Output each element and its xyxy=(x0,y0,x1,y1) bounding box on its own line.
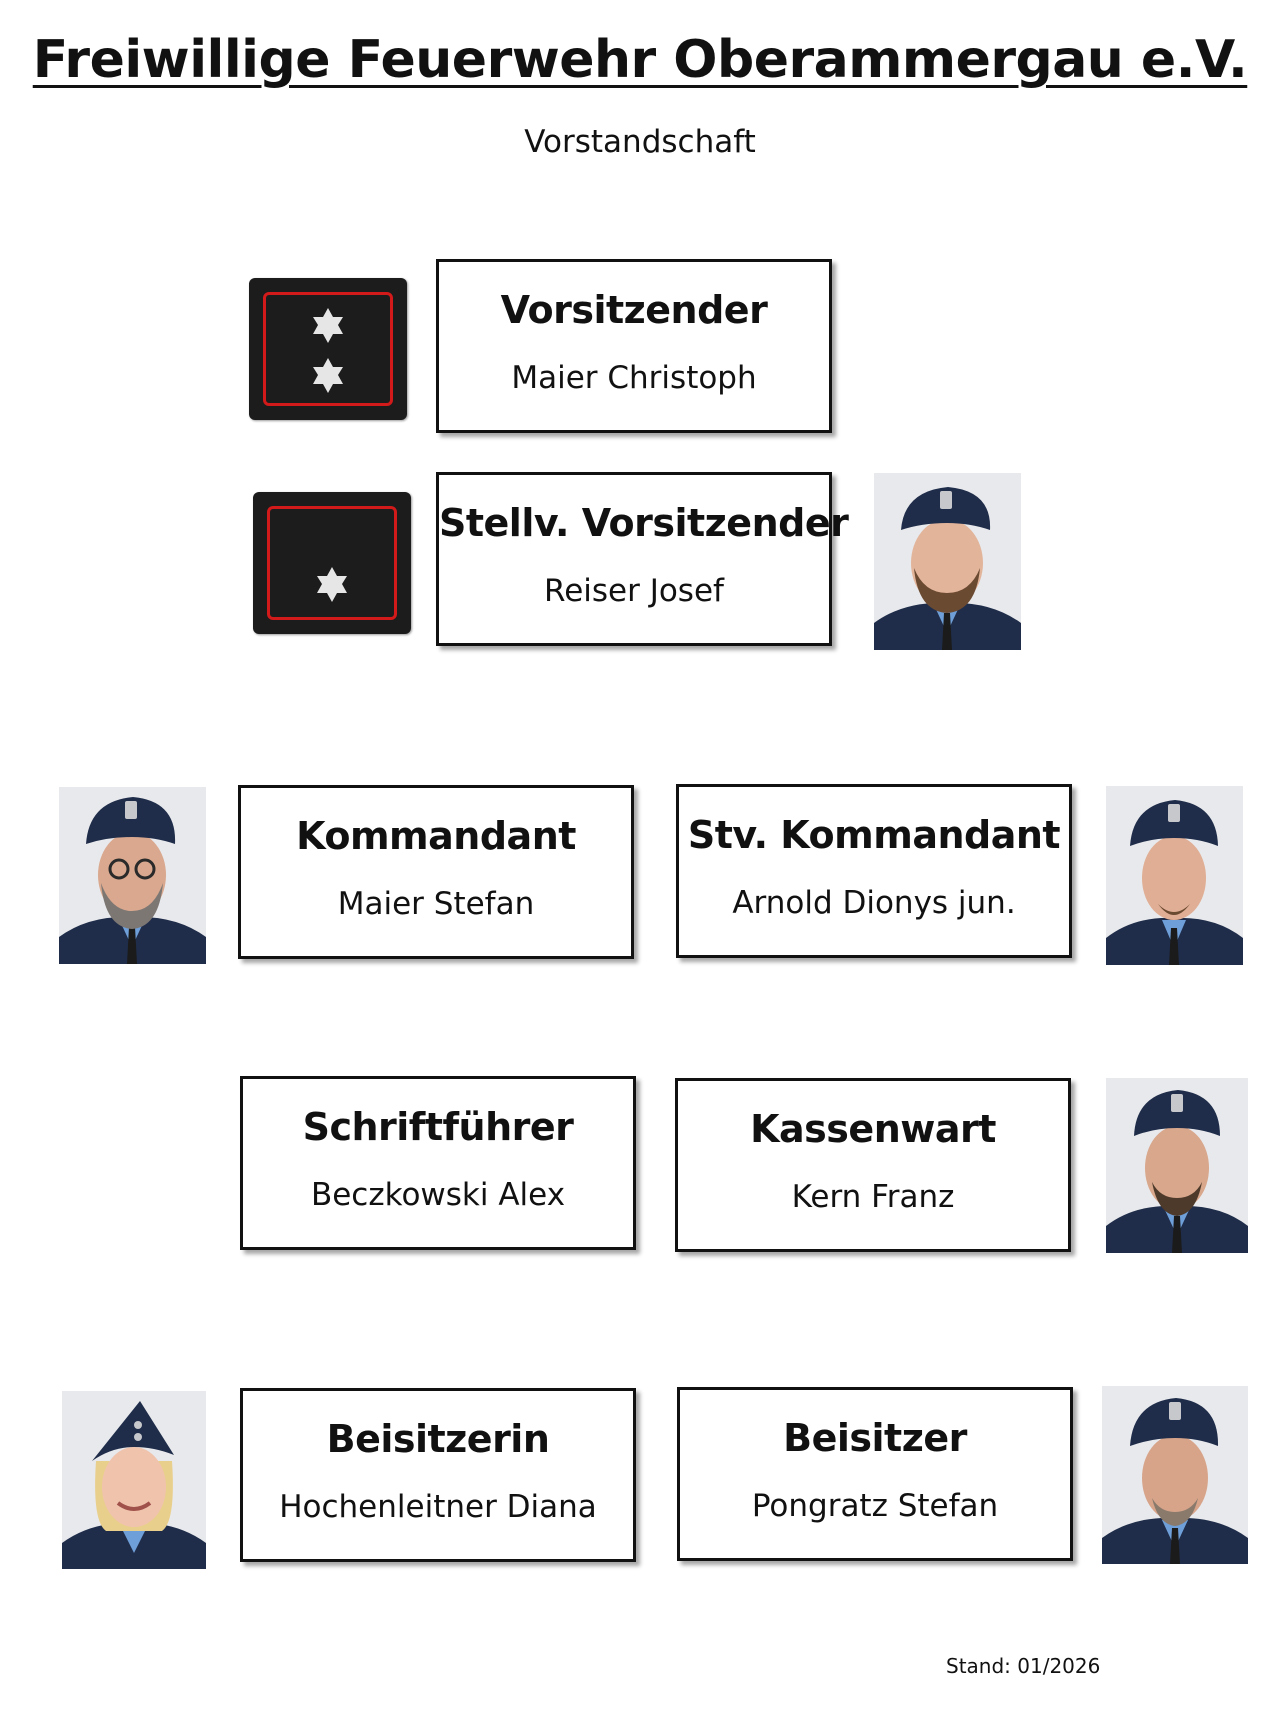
portrait-photo xyxy=(1106,786,1243,965)
rank-insignia-one-star-icon xyxy=(253,492,411,634)
member-name: Hochenleitner Diana xyxy=(279,1489,597,1525)
member-name: Beczkowski Alex xyxy=(310,1177,566,1213)
member-name: Pongratz Stefan xyxy=(751,1488,999,1524)
role-title: Kassenwart xyxy=(750,1107,996,1151)
status-date: Stand: 01/2026 xyxy=(946,1654,1101,1678)
board-member-card xyxy=(240,1388,636,1562)
role-title: Stv. Kommandant xyxy=(687,813,1061,857)
role-title: Beisitzer xyxy=(783,1416,967,1460)
page-subtitle: Vorstandschaft xyxy=(524,124,756,160)
rank-insignia-two-stars-icon xyxy=(249,278,407,420)
portrait-photo xyxy=(874,473,1021,650)
board-member-card xyxy=(240,1076,636,1250)
portrait-photo xyxy=(62,1391,206,1569)
role-title: Schriftführer xyxy=(302,1105,574,1149)
member-name: Arnold Dionys jun. xyxy=(732,885,1016,921)
role-title: Kommandant xyxy=(296,814,576,858)
role-title: Stellv. Vorsitzender xyxy=(439,501,849,545)
board-member-card xyxy=(436,259,832,433)
board-member-card xyxy=(677,1387,1073,1561)
portrait-photo xyxy=(59,787,206,964)
board-member-card xyxy=(676,784,1072,958)
page-title: Freiwillige Feuerwehr Oberammergau e.V. xyxy=(32,30,1248,90)
portrait-photo xyxy=(1102,1386,1248,1564)
board-member-card xyxy=(238,785,634,959)
member-name: Reiser Josef xyxy=(544,573,724,609)
role-title: Vorsitzender xyxy=(500,288,768,332)
board-member-card xyxy=(436,472,849,646)
role-title: Beisitzerin xyxy=(326,1417,550,1461)
member-name: Maier Christoph xyxy=(511,360,757,396)
member-name: Maier Stefan xyxy=(337,886,535,922)
member-name: Kern Franz xyxy=(791,1179,955,1215)
board-member-card xyxy=(675,1078,1071,1252)
portrait-photo xyxy=(1106,1078,1248,1253)
